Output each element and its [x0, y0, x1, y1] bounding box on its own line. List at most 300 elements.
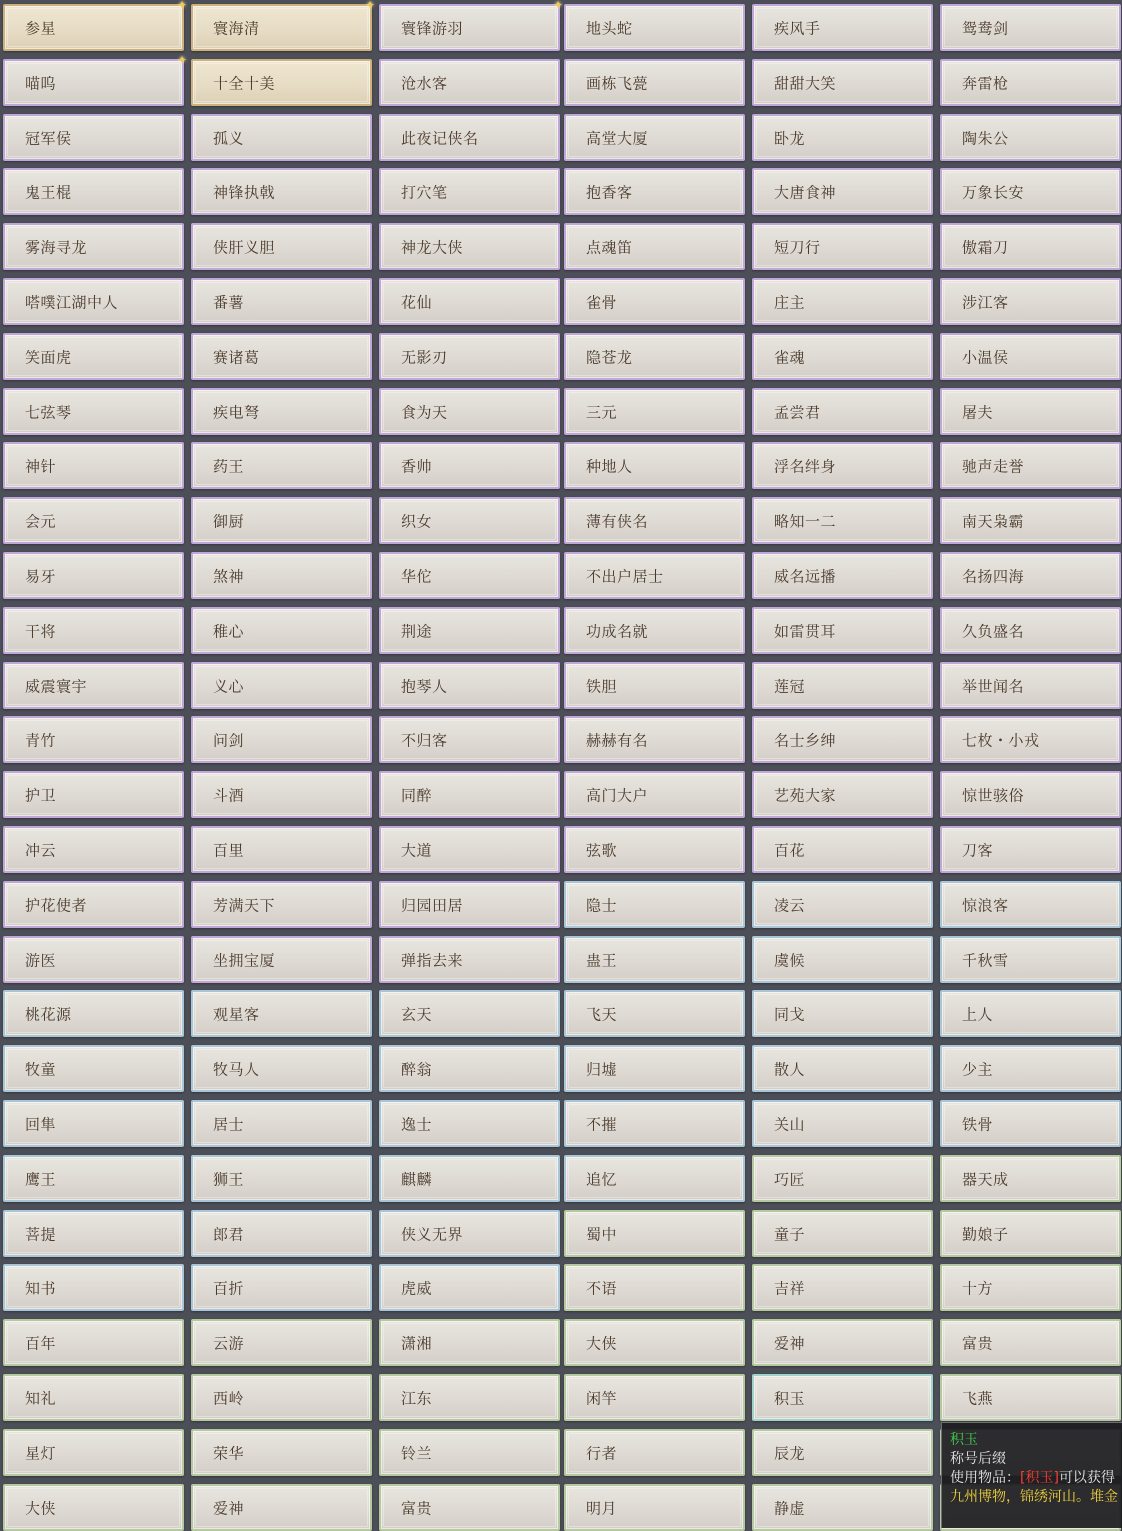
title-cell[interactable] [3, 0, 188, 51]
title-cell[interactable] [564, 168, 745, 215]
title-cell[interactable] [191, 716, 372, 763]
title-cell[interactable] [940, 662, 1121, 709]
title-cell[interactable] [940, 497, 1121, 544]
title-cell[interactable] [940, 936, 1121, 983]
title-label: 煞神 [213, 567, 245, 585]
title-cell[interactable] [191, 388, 372, 435]
title-cell[interactable] [3, 168, 184, 215]
title-cell[interactable] [752, 1100, 933, 1147]
title-cell[interactable] [191, 1155, 372, 1202]
title-label: 童子 [774, 1225, 806, 1243]
tooltip-use-suffix: 可以获得 [1058, 1470, 1115, 1486]
title-cell[interactable] [752, 1155, 933, 1202]
title-cell[interactable] [940, 59, 1121, 106]
title-cell[interactable] [379, 1374, 560, 1421]
title-cell[interactable] [3, 552, 184, 599]
title-cell[interactable] [752, 497, 933, 544]
title-label: 芳满天下 [213, 896, 276, 914]
title-cell[interactable] [564, 716, 745, 763]
title-label: 参星 [25, 19, 57, 37]
title-label: 笑面虎 [25, 348, 72, 366]
title-cell[interactable] [379, 223, 560, 270]
title-label: 百年 [25, 1334, 57, 1352]
title-label: 蛊王 [586, 951, 618, 969]
title-cell[interactable] [564, 607, 745, 654]
title-label: 此夜记侠名 [401, 129, 479, 147]
title-cell[interactable] [752, 881, 933, 928]
title-cell[interactable] [191, 1210, 372, 1257]
title-label: 驰声走誉 [962, 457, 1025, 475]
title-cell[interactable] [564, 278, 745, 325]
title-cell[interactable] [379, 1429, 560, 1476]
title-label: 麒麟 [401, 1170, 433, 1188]
title-cell[interactable] [191, 771, 372, 818]
title-cell[interactable] [564, 1429, 745, 1476]
title-cell[interactable] [564, 442, 745, 489]
title-cell[interactable] [752, 936, 933, 983]
tooltip-title: 积玉 [950, 1432, 978, 1448]
title-cell[interactable] [379, 1210, 560, 1257]
title-cell[interactable] [940, 442, 1121, 489]
title-label: 抱琴人 [401, 677, 448, 695]
title-cell[interactable] [752, 1429, 933, 1476]
title-cell[interactable] [3, 990, 184, 1037]
title-label: 寰锋游羽 [401, 19, 464, 37]
title-label: 飞天 [586, 1005, 618, 1023]
title-label: 归园田居 [401, 896, 464, 914]
title-label: 傲霜刀 [962, 238, 1009, 256]
title-cell[interactable] [564, 333, 745, 380]
title-label: 西岭 [213, 1389, 245, 1407]
title-cell[interactable] [191, 0, 376, 51]
title-label: 番薯 [213, 293, 245, 311]
title-label: 大侠 [25, 1499, 57, 1517]
title-label: 上人 [962, 1005, 994, 1023]
title-label: 点魂笛 [586, 238, 633, 256]
title-label: 铁骨 [962, 1115, 994, 1133]
title-cell[interactable] [379, 936, 560, 983]
title-cell[interactable] [379, 662, 560, 709]
title-cell[interactable] [3, 826, 184, 873]
title-label: 威名远播 [774, 567, 837, 585]
title-cell[interactable] [3, 1210, 184, 1257]
title-cell[interactable] [379, 552, 560, 599]
title-label: 不归客 [401, 731, 448, 749]
title-cell[interactable] [940, 1374, 1121, 1421]
title-cell[interactable] [3, 607, 184, 654]
title-cell[interactable] [3, 1429, 184, 1476]
title-label: 冲云 [25, 841, 57, 859]
title-cell[interactable] [379, 114, 560, 161]
title-label: 江东 [401, 1389, 433, 1407]
title-label: 侠义无界 [401, 1225, 464, 1243]
title-cell[interactable] [379, 168, 560, 215]
title-label: 屠夫 [962, 403, 994, 421]
title-cell[interactable] [379, 1264, 560, 1311]
title-label: 孤义 [213, 129, 245, 147]
title-cell[interactable] [752, 607, 933, 654]
title-cell[interactable] [379, 333, 560, 380]
title-cell[interactable] [752, 388, 933, 435]
title-cell[interactable] [3, 442, 184, 489]
title-label: 陶朱公 [962, 129, 1009, 147]
title-label: 会元 [25, 512, 57, 530]
title-cell[interactable] [940, 168, 1121, 215]
title-cell[interactable] [752, 4, 933, 51]
title-cell[interactable] [379, 1100, 560, 1147]
title-cell[interactable] [191, 223, 372, 270]
title-cell[interactable] [3, 223, 184, 270]
title-cell[interactable] [940, 1210, 1121, 1257]
title-cell[interactable] [564, 936, 745, 983]
title-label: 赫赫有名 [586, 731, 649, 749]
title-cell[interactable] [191, 333, 372, 380]
title-cell[interactable] [379, 1319, 560, 1366]
title-cell[interactable] [379, 826, 560, 873]
title-cell[interactable] [752, 1319, 933, 1366]
title-cell[interactable] [3, 388, 184, 435]
title-label: 三元 [586, 403, 618, 421]
title-cell[interactable] [752, 114, 933, 161]
title-cell[interactable] [3, 1155, 184, 1202]
title-label: 蜀中 [586, 1225, 618, 1243]
title-cell[interactable] [191, 1100, 372, 1147]
title-cell[interactable] [940, 607, 1121, 654]
title-cell[interactable] [564, 662, 745, 709]
title-cell[interactable] [379, 278, 560, 325]
title-cell[interactable] [379, 607, 560, 654]
title-cell[interactable] [379, 388, 560, 435]
title-label: 食为天 [401, 403, 448, 421]
title-cell[interactable] [3, 771, 184, 818]
title-label: 久负盛名 [962, 622, 1025, 640]
title-cell[interactable] [191, 168, 372, 215]
title-label: 孟尝君 [774, 403, 821, 421]
title-cell[interactable] [564, 59, 745, 106]
title-cell[interactable] [940, 114, 1121, 161]
title-label: 星灯 [25, 1444, 57, 1462]
title-label: 干将 [25, 622, 57, 640]
title-label: 疾电弩 [213, 403, 260, 421]
title-cell[interactable] [191, 881, 372, 928]
title-cell[interactable] [752, 1210, 933, 1257]
title-label: 静虚 [774, 1499, 806, 1517]
title-cell[interactable] [3, 333, 184, 380]
title-cell[interactable] [379, 59, 560, 106]
title-cell[interactable] [191, 1374, 372, 1421]
title-cell[interactable] [752, 1374, 933, 1421]
title-cell[interactable] [940, 223, 1121, 270]
title-label: 千秋雪 [962, 951, 1009, 969]
title-label: 高堂大厦 [586, 129, 649, 147]
title-label: 甜甜大笑 [774, 74, 837, 92]
title-label: 弹指去来 [401, 951, 464, 969]
title-cell[interactable] [3, 662, 184, 709]
title-cell[interactable] [3, 1264, 184, 1311]
title-cell[interactable] [379, 1045, 560, 1092]
title-cell[interactable] [564, 881, 745, 928]
title-label: 同戈 [774, 1005, 806, 1023]
title-label: 惊浪客 [962, 896, 1009, 914]
title-label: 护花使者 [25, 896, 88, 914]
title-cell[interactable] [564, 1264, 745, 1311]
title-cell[interactable] [191, 1264, 372, 1311]
title-cell[interactable] [191, 607, 372, 654]
title-label: 荆途 [401, 622, 433, 640]
title-cell[interactable] [564, 4, 745, 51]
title-label: 万象长安 [962, 183, 1025, 201]
title-cell[interactable] [940, 881, 1121, 928]
title-label: 潇湘 [401, 1334, 433, 1352]
title-cell[interactable] [752, 826, 933, 873]
title-cell[interactable] [940, 1100, 1121, 1147]
title-cell[interactable] [752, 662, 933, 709]
title-label: 艺苑大家 [774, 786, 837, 804]
title-cell[interactable] [3, 497, 184, 544]
title-label: 华佗 [401, 567, 433, 585]
title-label: 大唐食神 [774, 183, 837, 201]
title-label: 坐拥宝厦 [213, 951, 276, 969]
title-label: 隐苍龙 [586, 348, 633, 366]
title-cell[interactable] [940, 333, 1121, 380]
title-label: 庄主 [774, 293, 806, 311]
title-cell[interactable] [3, 1045, 184, 1092]
title-cell[interactable] [3, 1374, 184, 1421]
title-label: 花仙 [401, 293, 433, 311]
title-label: 如雷贯耳 [774, 622, 837, 640]
title-label: 百里 [213, 841, 245, 859]
title-label: 铃兰 [401, 1444, 433, 1462]
title-cell[interactable] [191, 59, 372, 106]
title-cell[interactable] [752, 1484, 933, 1531]
title-label: 薄有侠名 [586, 512, 649, 530]
title-cell[interactable] [191, 552, 372, 599]
title-label: 追忆 [586, 1170, 618, 1188]
title-label: 不语 [586, 1279, 618, 1297]
tooltip-item-name: [积玉] [1020, 1470, 1059, 1486]
title-cell[interactable] [564, 114, 745, 161]
title-label: 名士乡绅 [774, 731, 837, 749]
title-label: 铁胆 [586, 677, 618, 695]
sparkle-icon: ✦ [364, 0, 376, 12]
title-label: 不摧 [586, 1115, 618, 1133]
title-label: 百花 [774, 841, 806, 859]
title-cell[interactable] [564, 497, 745, 544]
title-cell[interactable] [3, 716, 184, 763]
sparkle-icon: ✦ [176, 0, 188, 12]
title-tooltip [941, 1422, 1122, 1528]
title-cell[interactable] [940, 771, 1121, 818]
title-label: 短刀行 [774, 238, 821, 256]
title-cell[interactable] [564, 826, 745, 873]
title-cell[interactable] [940, 1045, 1121, 1092]
title-label: 神龙大侠 [401, 238, 464, 256]
sparkle-icon: ✦ [176, 53, 188, 67]
title-label: 桃花源 [25, 1005, 72, 1023]
title-cell[interactable] [564, 388, 745, 435]
title-label: 神针 [25, 457, 57, 475]
title-cell[interactable] [752, 442, 933, 489]
title-label: 吉祥 [774, 1279, 806, 1297]
title-cell[interactable] [191, 990, 372, 1037]
title-cell[interactable] [940, 552, 1121, 599]
title-cell[interactable] [191, 114, 372, 161]
title-label: 隐士 [586, 896, 618, 914]
title-cell[interactable] [379, 497, 560, 544]
tooltip-subtitle: 称号后缀 [950, 1451, 1006, 1467]
tooltip-usage [950, 1469, 1122, 1488]
title-label: 疾风手 [774, 19, 821, 37]
title-label: 涉江客 [962, 293, 1009, 311]
title-label: 赛诸葛 [213, 348, 260, 366]
title-label: 醉翁 [401, 1060, 433, 1078]
title-cell[interactable] [191, 1319, 372, 1366]
title-cell[interactable] [752, 716, 933, 763]
title-cell[interactable] [940, 278, 1121, 325]
title-label: 浮名绊身 [774, 457, 837, 475]
title-label: 侠肝义胆 [213, 238, 276, 256]
title-cell[interactable] [379, 881, 560, 928]
title-cell[interactable] [191, 278, 372, 325]
title-cell[interactable] [191, 662, 372, 709]
title-cell[interactable] [940, 1264, 1121, 1311]
title-cell[interactable] [191, 1484, 372, 1531]
title-label: 郎君 [213, 1225, 245, 1243]
title-cell[interactable] [379, 442, 560, 489]
title-cell[interactable] [379, 1155, 560, 1202]
tooltip-description: 九州博物，锦绣河山。堆金 [950, 1489, 1118, 1505]
title-label: 百折 [213, 1279, 245, 1297]
title-label: 十方 [962, 1279, 994, 1297]
title-cell[interactable] [3, 881, 184, 928]
title-cell[interactable] [752, 333, 933, 380]
title-cell[interactable] [564, 1374, 745, 1421]
title-cell[interactable] [191, 936, 372, 983]
title-cell[interactable] [564, 552, 745, 599]
title-label: 莲冠 [774, 677, 806, 695]
title-cell[interactable] [3, 114, 184, 161]
title-label: 南天枭霸 [962, 512, 1025, 530]
title-cell[interactable] [379, 990, 560, 1037]
title-label: 喵呜 [25, 74, 57, 92]
title-cell[interactable] [564, 771, 745, 818]
title-label: 观星客 [213, 1005, 260, 1023]
title-label: 同醉 [401, 786, 433, 804]
title-label: 闲竿 [586, 1389, 618, 1407]
title-label: 打穴笔 [401, 183, 448, 201]
title-label: 奔雷枪 [962, 74, 1009, 92]
title-cell[interactable] [379, 771, 560, 818]
title-cell[interactable] [752, 552, 933, 599]
title-label: 少主 [962, 1060, 994, 1078]
title-cell[interactable] [752, 168, 933, 215]
title-cell[interactable] [940, 990, 1121, 1037]
title-label: 弦歌 [586, 841, 618, 859]
title-label: 七弦琴 [25, 403, 72, 421]
title-cell[interactable] [940, 388, 1121, 435]
title-cell[interactable] [379, 0, 564, 51]
title-cell[interactable] [564, 1155, 745, 1202]
title-cell[interactable] [3, 1100, 184, 1147]
title-cell[interactable] [3, 1484, 184, 1531]
title-cell[interactable] [940, 1155, 1121, 1202]
title-label: 富贵 [401, 1499, 433, 1517]
title-cell[interactable] [752, 278, 933, 325]
title-label: 知礼 [25, 1389, 57, 1407]
title-cell[interactable] [191, 1045, 372, 1092]
tooltip-use-prefix: 使用物品： [950, 1470, 1020, 1486]
title-label: 沧水客 [401, 74, 448, 92]
title-label: 散人 [774, 1060, 806, 1078]
title-cell[interactable] [940, 826, 1121, 873]
title-cell[interactable] [191, 442, 372, 489]
title-cell[interactable] [191, 826, 372, 873]
title-label: 名扬四海 [962, 567, 1025, 585]
title-label: 器天成 [962, 1170, 1009, 1188]
title-cell[interactable] [752, 1264, 933, 1311]
title-cell[interactable] [564, 223, 745, 270]
title-cell[interactable] [379, 716, 560, 763]
title-label: 菩提 [25, 1225, 57, 1243]
title-cell[interactable] [564, 990, 745, 1037]
title-cell[interactable] [940, 4, 1121, 51]
title-cell[interactable] [3, 278, 184, 325]
title-label: 爱神 [213, 1499, 245, 1517]
title-cell[interactable] [379, 1484, 560, 1531]
title-cell[interactable] [3, 1319, 184, 1366]
title-cell[interactable] [940, 716, 1121, 763]
title-label: 抱香客 [586, 183, 633, 201]
title-cell[interactable] [752, 223, 933, 270]
title-label: 归墟 [586, 1060, 618, 1078]
title-label: 虞候 [774, 951, 806, 969]
title-cell[interactable] [752, 771, 933, 818]
title-label: 御厨 [213, 512, 245, 530]
title-cell[interactable] [191, 497, 372, 544]
title-cell[interactable] [191, 1429, 372, 1476]
title-label: 义心 [213, 677, 245, 695]
title-label: 大道 [401, 841, 433, 859]
title-label: 爱神 [774, 1334, 806, 1352]
title-label: 逸士 [401, 1115, 433, 1133]
title-cell[interactable] [3, 53, 188, 106]
title-label: 明月 [586, 1499, 618, 1517]
title-label: 问剑 [213, 731, 245, 749]
title-label: 不出户居士 [586, 567, 664, 585]
title-label: 嗒噗江湖中人 [25, 293, 119, 311]
title-label: 小温侯 [962, 348, 1009, 366]
title-cell[interactable] [940, 1319, 1121, 1366]
title-label: 画栋飞甍 [586, 74, 649, 92]
title-cell[interactable] [564, 1100, 745, 1147]
title-cell[interactable] [752, 1045, 933, 1092]
title-cell[interactable] [752, 990, 933, 1037]
title-label: 高门大户 [586, 786, 649, 804]
title-cell[interactable] [3, 936, 184, 983]
title-label: 勤娘子 [962, 1225, 1009, 1243]
title-label: 巧匠 [774, 1170, 806, 1188]
title-cell[interactable] [564, 1484, 745, 1531]
title-cell[interactable] [752, 59, 933, 106]
title-cell[interactable] [564, 1045, 745, 1092]
title-label: 鸳鸯剑 [962, 19, 1009, 37]
title-label: 回隼 [25, 1115, 57, 1133]
title-cell[interactable] [564, 1210, 745, 1257]
title-label: 荣华 [213, 1444, 245, 1462]
title-label: 青竹 [25, 731, 57, 749]
title-cell[interactable] [564, 1319, 745, 1366]
title-label: 惊世骇俗 [962, 786, 1025, 804]
